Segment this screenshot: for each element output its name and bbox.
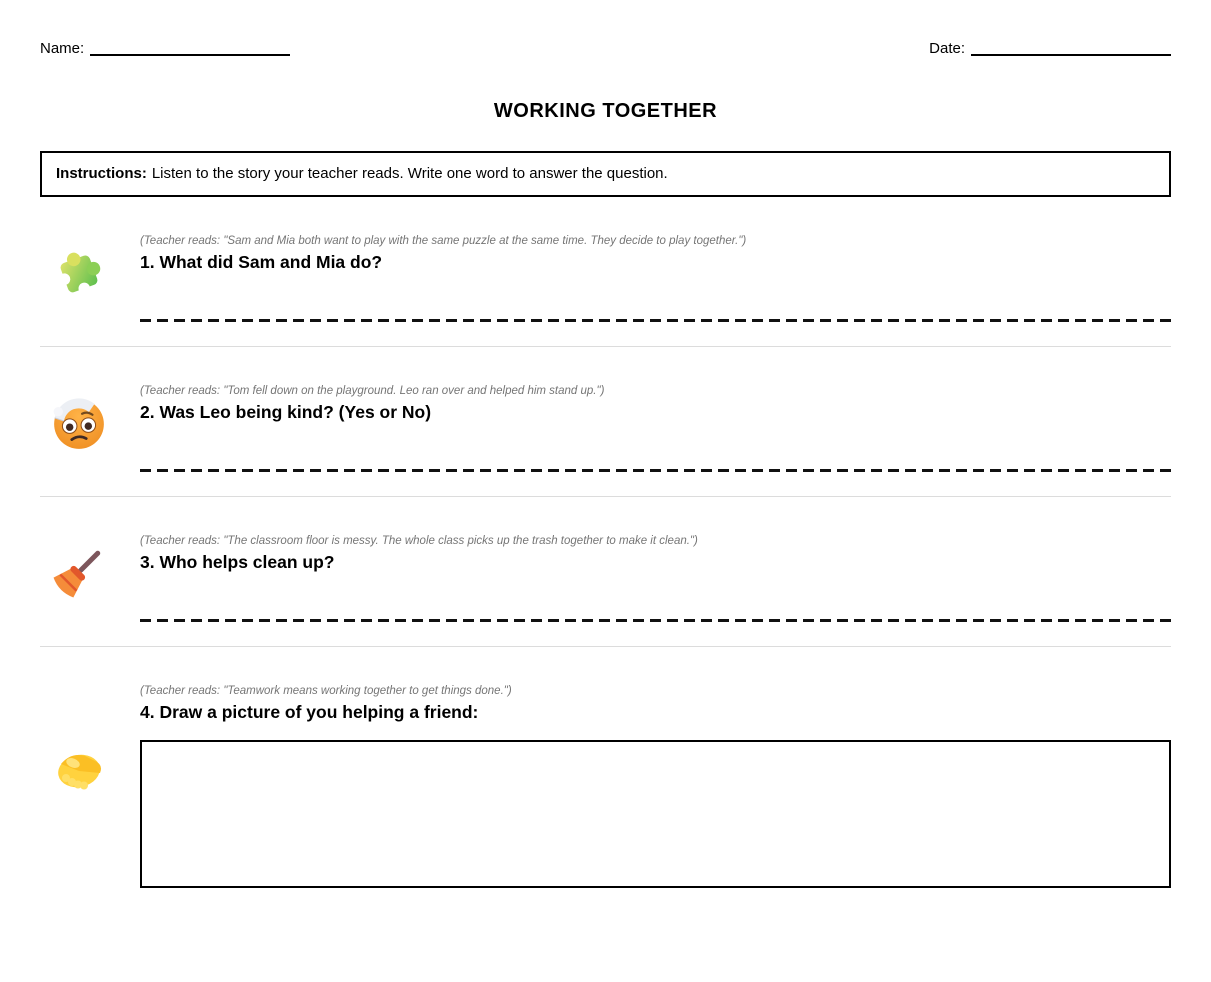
header-row: [0, 0, 1211, 57]
question-content: [140, 497, 1171, 646]
face-with-head-bandage-icon: [40, 347, 140, 496]
teacher-reads-note: (Teacher reads: "Sam and Mia both want to play with the same puzzle at the same time. They decide to play together."): [140, 235, 747, 247]
name-field: [40, 40, 290, 57]
question-row-3: [40, 497, 1171, 647]
date-line[interactable]: [971, 40, 1171, 56]
broom-icon: [40, 497, 140, 646]
question-content: [140, 347, 1171, 496]
question-row-2: [40, 347, 1171, 497]
question-content: [140, 197, 1171, 346]
instructions-label: Instructions:: [56, 165, 147, 182]
drawing-box[interactable]: [140, 740, 1171, 888]
question-text: 4. Draw a picture of you helping a friend:: [140, 702, 479, 722]
puzzle-piece-icon: [40, 197, 140, 346]
name-line[interactable]: [90, 40, 290, 56]
teacher-reads-note: (Teacher reads: "The classroom floor is messy. The whole class picks up the trash together to make it clean."): [140, 535, 698, 547]
question-text: 1. What did Sam and Mia do?: [140, 252, 383, 272]
page-title: WORKING TOGETHER: [493, 100, 718, 122]
date-field: [929, 40, 1171, 57]
question-row-4: [40, 647, 1171, 888]
question-content: [140, 647, 1171, 888]
name-label: Name:: [40, 40, 85, 57]
instructions-text: Listen to the story your teacher reads. Write one word to answer the question.: [151, 165, 668, 182]
question-text: 3. Who helps clean up?: [140, 552, 335, 572]
answer-line[interactable]: [140, 319, 1171, 322]
handshake-icon: [40, 647, 140, 888]
instructions-box: [40, 151, 1171, 197]
question-list: [40, 197, 1171, 888]
teacher-reads-note: (Teacher reads: "Tom fell down on the playground. Leo ran over and helped him stand up."): [140, 385, 605, 397]
answer-line[interactable]: [140, 619, 1171, 622]
date-label: Date:: [929, 40, 965, 57]
question-text: 2. Was Leo being kind? (Yes or No): [140, 402, 432, 422]
answer-line[interactable]: [140, 469, 1171, 472]
teacher-reads-note: (Teacher reads: "Teamwork means working together to get things done."): [140, 685, 512, 697]
question-row-1: [40, 197, 1171, 347]
